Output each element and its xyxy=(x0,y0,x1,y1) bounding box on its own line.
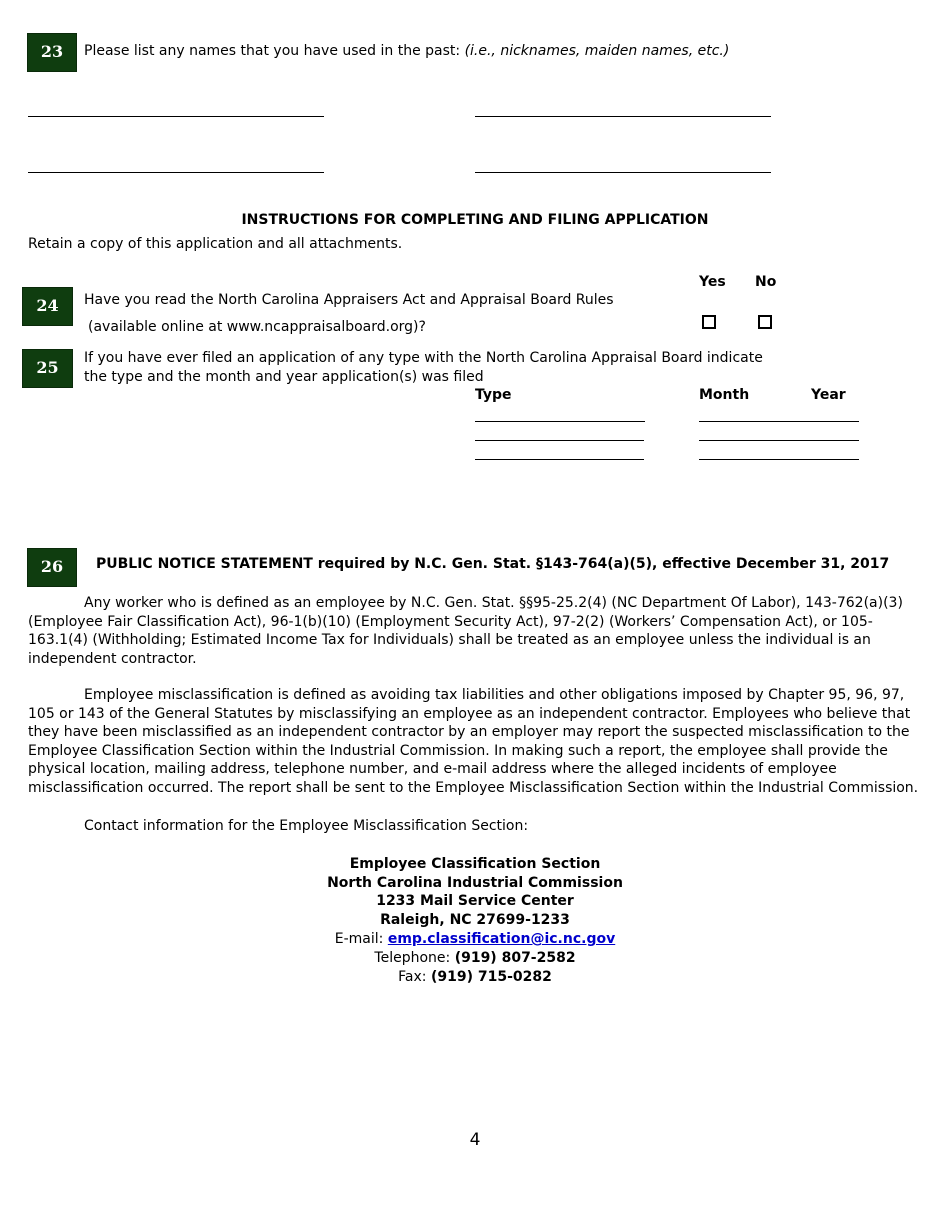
question-25-line-2: the type and the month and year application(s) was filed xyxy=(84,369,484,385)
contact-section-name: Employee Classification Section xyxy=(349,856,601,872)
year-column-label: Year xyxy=(811,387,846,403)
question-24-line-1: Have you read the North Carolina Appraisers Act and Appraisal Board Rules xyxy=(84,292,614,308)
public-notice-paragraph-1 xyxy=(28,594,923,668)
q24-yes-checkbox[interactable] xyxy=(702,315,716,329)
contact-email-label: E-mail: xyxy=(334,931,388,947)
question-25-line-1: If you have ever filed an application of any type with the North Carolina Appraisal Board indicate xyxy=(84,350,763,366)
public-notice-paragraph-1-text: Any worker who is defined as an employee by N.C. Gen. Stat. §§95-25.2(4) (NC Department Of Labor), 143-762(a)(3) (Employee Fair Classification Act), 96-1(b)(10) (Employment Security Act), 97-2(2) (Workers’ Compensation Act), or 105-163.1(4) (Withholding; Estimated Income Tax for Individuals) shall be treated as an employee unless the individual is an independent contractor. xyxy=(28,595,903,667)
public-notice-paragraph-2-text: Employee misclassification is defined as avoiding tax liabilities and other obligations imposed by Chapter 95, 96, 97, 105 or 143 of the General Statutes by misclassifying an employee as an independent contractor. Employees who believe that they have been misclassified as an independent contractor by an employer may report the suspected misclassification to the Employee Classification Section within the Industrial Commission. In making such a report, the employee shall provide the physical location, mailing address, telephone number, and e-mail address where the alleged incidents of employee misclassification occurred. The report shall be sent to the Employee Misclassification Section within the Industrial Commission. xyxy=(28,687,919,796)
question-24-badge xyxy=(22,287,73,326)
name-line-1[interactable] xyxy=(28,116,324,117)
instructions-heading: INSTRUCTIONS FOR COMPLETING AND FILING APPLICATION xyxy=(241,212,709,228)
question-26-number: 26 xyxy=(40,557,64,577)
month-year-line-3[interactable] xyxy=(699,459,859,460)
question-24-line-2: (available online at www.ncappraisalboard.org)? xyxy=(88,319,426,335)
contact-organization: North Carolina Industrial Commission xyxy=(327,875,623,891)
q24-no-checkbox[interactable] xyxy=(758,315,772,329)
contact-address-2: Raleigh, NC 27699-1233 xyxy=(380,912,570,928)
no-column-label: No xyxy=(755,274,777,290)
question-24-number: 24 xyxy=(36,296,59,316)
contact-email-row xyxy=(0,930,950,949)
contact-address-1: 1233 Mail Service Center xyxy=(376,893,574,909)
public-notice-heading: PUBLIC NOTICE STATEMENT required by N.C. Gen. Stat. §143-764(a)(5), effective December 31, 2017 xyxy=(96,556,890,572)
public-notice-paragraph-2 xyxy=(28,686,923,798)
question-26-badge xyxy=(27,548,77,587)
month-year-line-1[interactable] xyxy=(699,421,859,422)
type-line-1[interactable] xyxy=(475,421,645,422)
type-line-2[interactable] xyxy=(475,440,644,441)
question-23-number: 23 xyxy=(40,42,64,62)
contact-email-link[interactable]: emp.classification@ic.nc.gov xyxy=(387,931,616,947)
question-23-text: Please list any names that you have used in the past: xyxy=(84,43,461,59)
name-line-3[interactable] xyxy=(28,172,324,173)
question-23-prompt xyxy=(84,42,729,61)
question-25-number: 25 xyxy=(36,358,59,378)
contact-fax-value: (919) 715-0282 xyxy=(430,969,552,985)
question-25-badge xyxy=(22,349,73,388)
page-number: 4 xyxy=(469,1130,481,1150)
type-line-3[interactable] xyxy=(475,459,644,460)
retain-copy-text: Retain a copy of this application and all attachments. xyxy=(28,236,403,252)
question-23-badge xyxy=(27,33,77,72)
type-column-label: Type xyxy=(475,387,512,403)
question-23-hint: (i.e., nicknames, maiden names, etc.) xyxy=(464,43,730,59)
month-column-label: Month xyxy=(699,387,750,403)
public-notice-paragraph-3 xyxy=(28,817,923,836)
contact-phone-value: (919) 807-2582 xyxy=(454,950,576,966)
name-line-4[interactable] xyxy=(475,172,771,173)
yes-column-label: Yes xyxy=(699,274,726,290)
public-notice-paragraph-3-text: Contact information for the Employee Misclassification Section: xyxy=(84,818,529,834)
contact-phone-label: Telephone: xyxy=(374,950,455,966)
name-line-2[interactable] xyxy=(475,116,771,117)
contact-phone-row xyxy=(0,949,950,968)
month-year-line-2[interactable] xyxy=(699,440,859,441)
contact-fax-row xyxy=(0,968,950,987)
contact-fax-label: Fax: xyxy=(398,969,431,985)
